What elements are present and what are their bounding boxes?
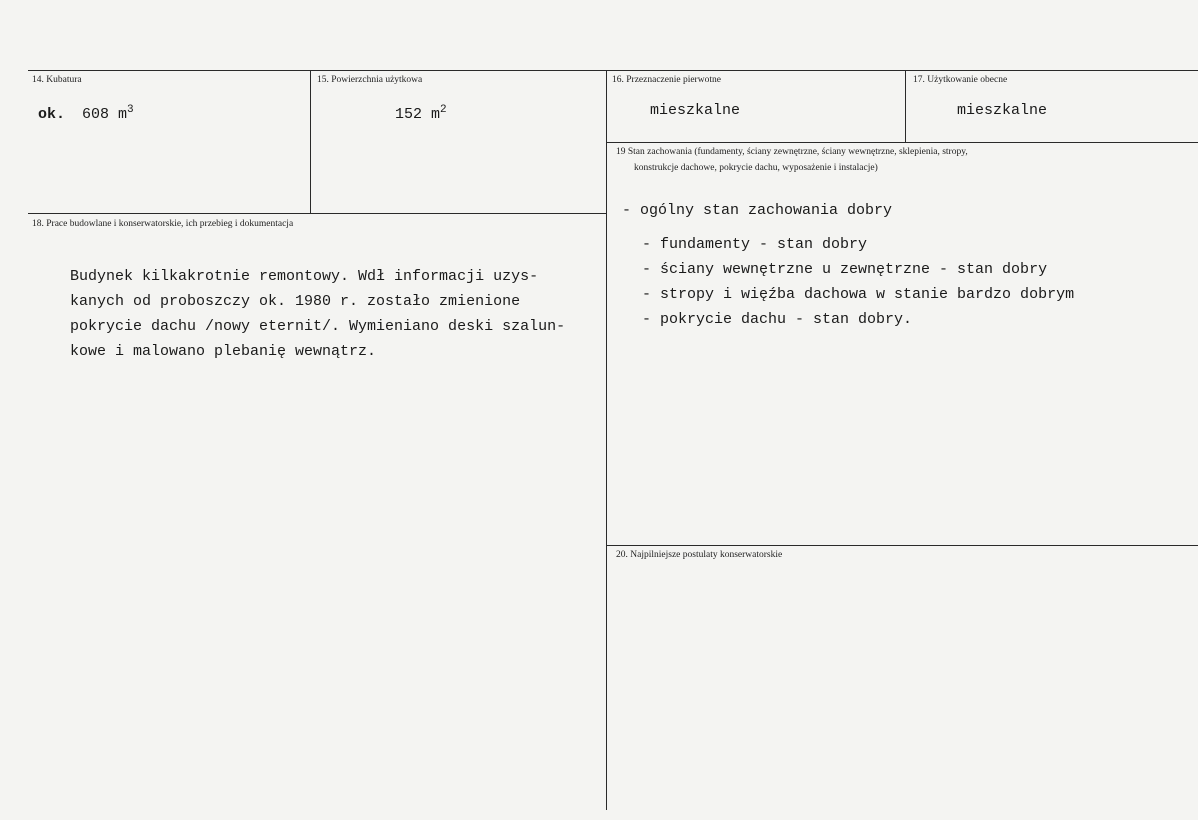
field14-value: [38, 104, 134, 123]
divider-row2-right: [606, 545, 1198, 546]
field15-label: 15. Powierzchnia użytkowa: [317, 75, 423, 85]
field19-general: - ogólny stan zachowania dobry: [622, 202, 893, 219]
divider-col-14-15: [310, 70, 311, 213]
divider-col-main: [606, 70, 607, 810]
field19-label-line2: konstrukcje dachowe, pokrycie dachu, wyposażenie i instalacje): [634, 163, 878, 173]
field18-line: Budynek kilkakrotnie remontowy. Wdł informacji uzys-: [70, 268, 539, 285]
field15-exponent: 2: [440, 104, 447, 116]
list-item: - stropy i więźba dachowa w stanie bardzo dobrym: [642, 286, 1075, 303]
field18-line: kanych od proboszczy ok. 1980 r. zostało zmienione: [70, 293, 521, 310]
field19-label-line1: 19 Stan zachowania (fundamenty, ściany zewnętrzne, ściany wewnętrzne, sklepienia, stropy,: [616, 147, 968, 157]
field18-text: [70, 264, 565, 364]
field16-label: 16. Przeznaczenie pierwotne: [612, 75, 721, 85]
list-item: - ściany wewnętrzne u zewnętrzne - stan dobry: [642, 261, 1048, 278]
field18-line: kowe i malowano plebanię wewnątrz.: [70, 343, 377, 360]
field14-label: 14. Kubatura: [32, 75, 82, 85]
field17-value: mieszkalne: [957, 102, 1048, 119]
list-item: - fundamenty - stan dobry: [642, 236, 868, 253]
divider-row1-left: [28, 213, 606, 214]
field15-value: [395, 104, 447, 123]
divider-col-16-17: [905, 70, 906, 142]
field14-number: 608 m: [82, 106, 128, 123]
field15-number: 152 m: [395, 106, 441, 123]
field14-prefix: ok.: [38, 106, 66, 123]
field14-exponent: 3: [127, 104, 134, 116]
field16-value: mieszkalne: [650, 102, 741, 119]
field18-label: 18. Prace budowlane i konserwatorskie, ich przebieg i dokumentacja: [32, 219, 294, 229]
top-border: [28, 70, 1198, 71]
field19-items: [642, 232, 1074, 332]
field20-label: 20. Najpilniejsze postulaty konserwatorskie: [616, 550, 783, 560]
list-item: - pokrycie dachu - stan dobry.: [642, 311, 913, 328]
field17-label: 17. Użytkowanie obecne: [913, 75, 1008, 85]
field18-line: pokrycie dachu /nowy eternit/. Wymieniano deski szalun-: [70, 318, 566, 335]
divider-row1-right: [606, 142, 1198, 143]
